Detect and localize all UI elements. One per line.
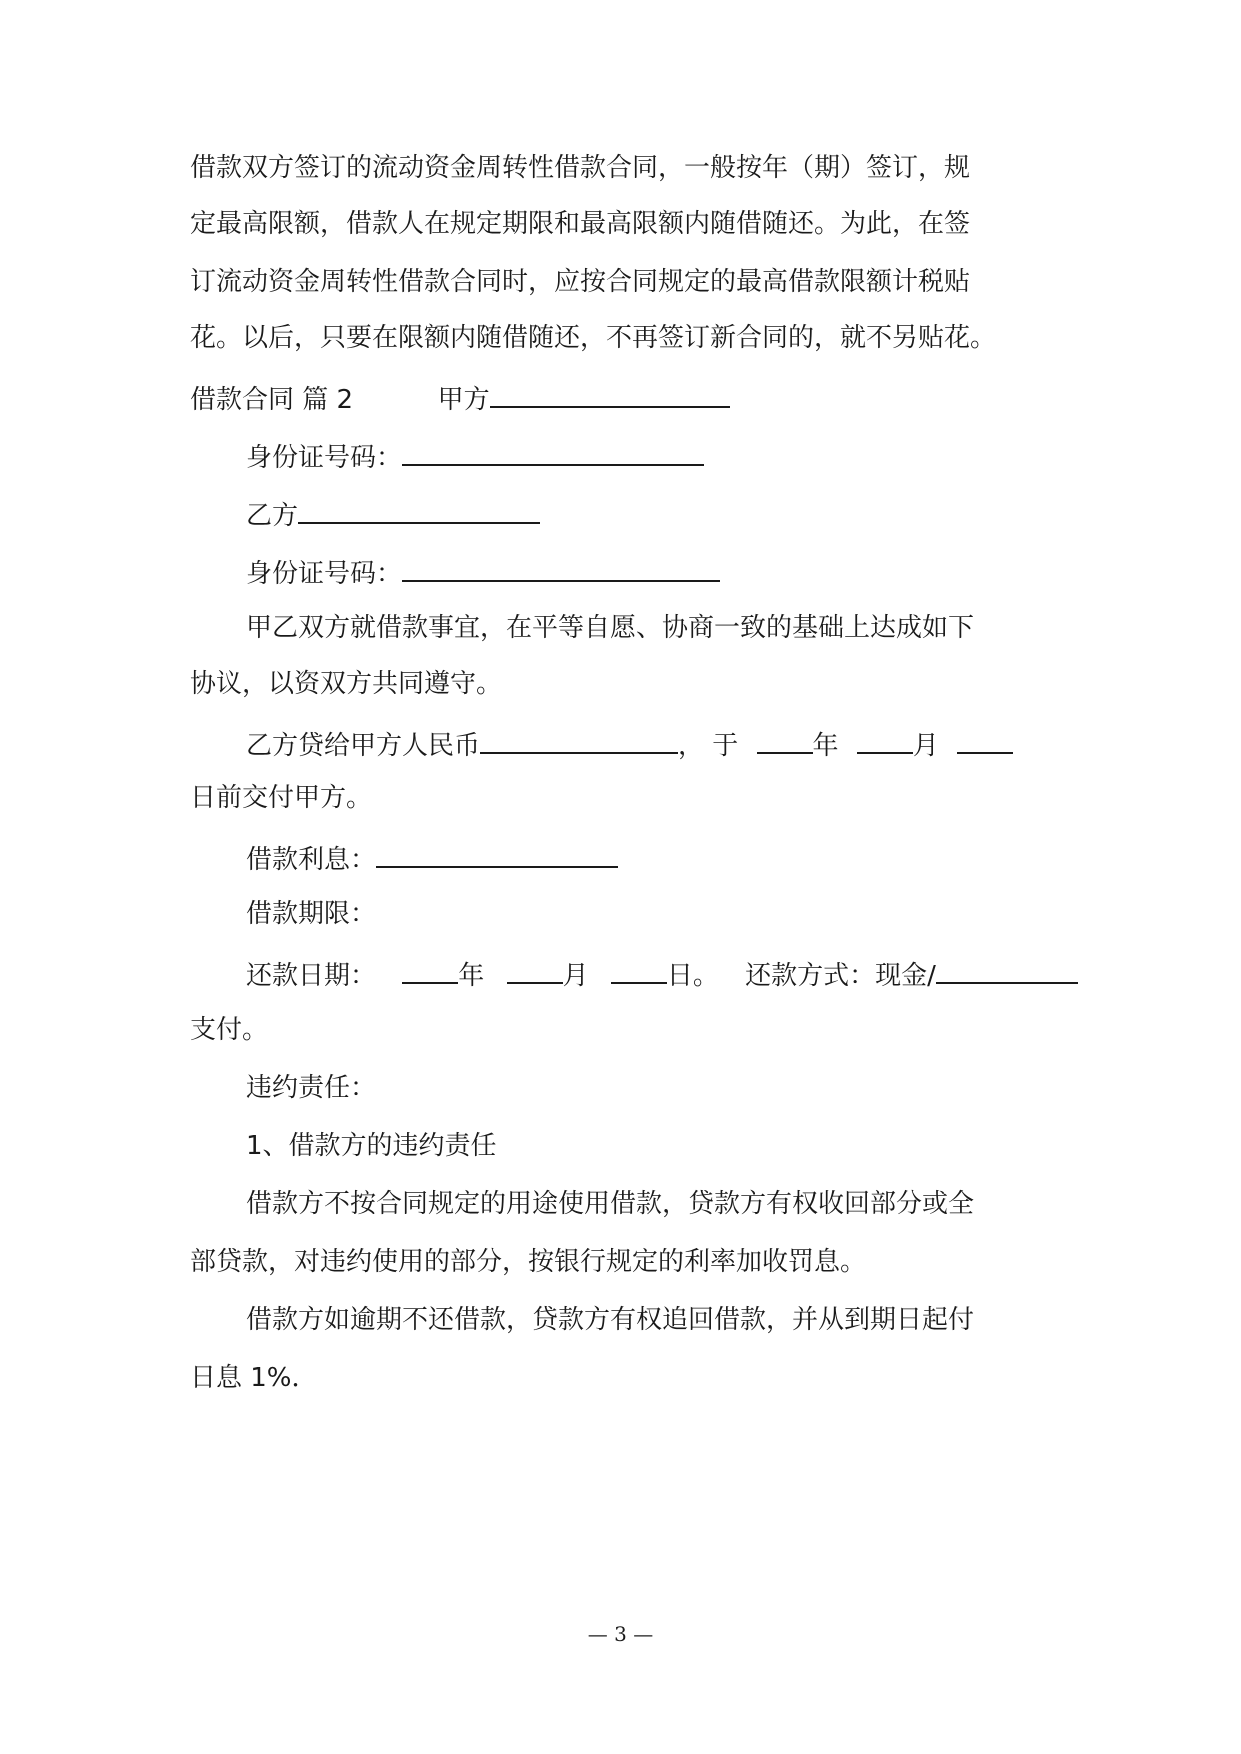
repay-method-label: 还款方式：现金/ — [745, 961, 936, 991]
party-a-id-row — [246, 434, 704, 478]
repay-day-blank[interactable] — [611, 952, 667, 984]
paragraph-line: 协议，以资双方共同遵守。 — [190, 669, 503, 699]
party-a-label: 甲方 — [437, 385, 490, 415]
repay-year-blank[interactable] — [402, 952, 458, 984]
loan-comma-yu: ， 于 — [678, 731, 739, 761]
party-b-id-label: 身份证号码： — [246, 559, 403, 589]
paragraph-line: 日前交付甲方。 — [190, 783, 373, 813]
party-a-id-label: 身份证号码： — [246, 443, 403, 473]
repay-prefix: 还款日期： — [246, 961, 377, 991]
repay-date-row — [246, 952, 1078, 996]
section-heading: 借款合同 篇 2 — [190, 385, 354, 415]
loan-month-blank[interactable] — [857, 722, 913, 754]
loan-year-label: 年 — [812, 731, 839, 761]
loan-month-label: 月 — [912, 731, 939, 761]
loan-year-blank[interactable] — [757, 722, 813, 754]
loan-prefix: 乙方贷给甲方人民币 — [246, 731, 481, 761]
party-b-row — [246, 492, 540, 536]
loan-day-blank[interactable] — [957, 722, 1013, 754]
paragraph-line: 部贷款，对违约使用的部分，按银行规定的利率加收罚息。 — [190, 1247, 867, 1277]
paragraph-line: 借款方不按合同规定的用途使用借款，贷款方有权收回部分或全 — [246, 1189, 975, 1219]
paragraph-line: 定最高限额，借款人在规定期限和最高限额内随借随还。为此，在签 — [190, 209, 971, 239]
repay-day-label: 日。 — [666, 961, 719, 991]
paragraph-line: 订流动资金周转性借款合同时，应按合同规定的最高借款限额计税贴 — [190, 267, 971, 297]
loan-amount-row — [246, 722, 1013, 766]
paragraph-line: 日息 1%． — [190, 1363, 318, 1393]
paragraph-line: 借款方如逾期不还借款，贷款方有权追回借款，并从到期日起付 — [246, 1305, 975, 1335]
page-number: — 3 — — [587, 1622, 654, 1646]
breach-item-heading: 1、借款方的违约责任 — [246, 1131, 497, 1161]
interest-blank[interactable] — [376, 836, 618, 868]
party-a-blank[interactable] — [490, 376, 730, 408]
repay-method-blank[interactable] — [936, 952, 1078, 984]
repay-month-blank[interactable] — [507, 952, 563, 984]
party-a-id-blank[interactable] — [402, 434, 704, 466]
paragraph-line: 支付。 — [190, 1015, 269, 1045]
paragraph-line: 甲乙双方就借款事宜，在平等自愿、协商一致的基础上达成如下 — [246, 613, 975, 643]
section-heading-row — [190, 376, 730, 420]
party-b-id-row — [246, 550, 720, 594]
loan-amount-blank[interactable] — [480, 722, 678, 754]
interest-row — [246, 836, 618, 880]
paragraph-line: 借款双方签订的流动资金周转性借款合同，一般按年（期）签订，规 — [190, 153, 971, 183]
party-b-label: 乙方 — [246, 501, 299, 531]
interest-label: 借款利息： — [246, 845, 377, 875]
term-label: 借款期限： — [246, 899, 377, 929]
repay-year-label: 年 — [458, 961, 485, 991]
repay-month-label: 月 — [562, 961, 589, 991]
party-b-blank[interactable] — [298, 492, 540, 524]
paragraph-line: 花。以后，只要在限额内随借随还，不再签订新合同的，就不另贴花。 — [190, 323, 997, 353]
breach-title: 违约责任： — [246, 1073, 377, 1103]
party-b-id-blank[interactable] — [402, 550, 720, 582]
